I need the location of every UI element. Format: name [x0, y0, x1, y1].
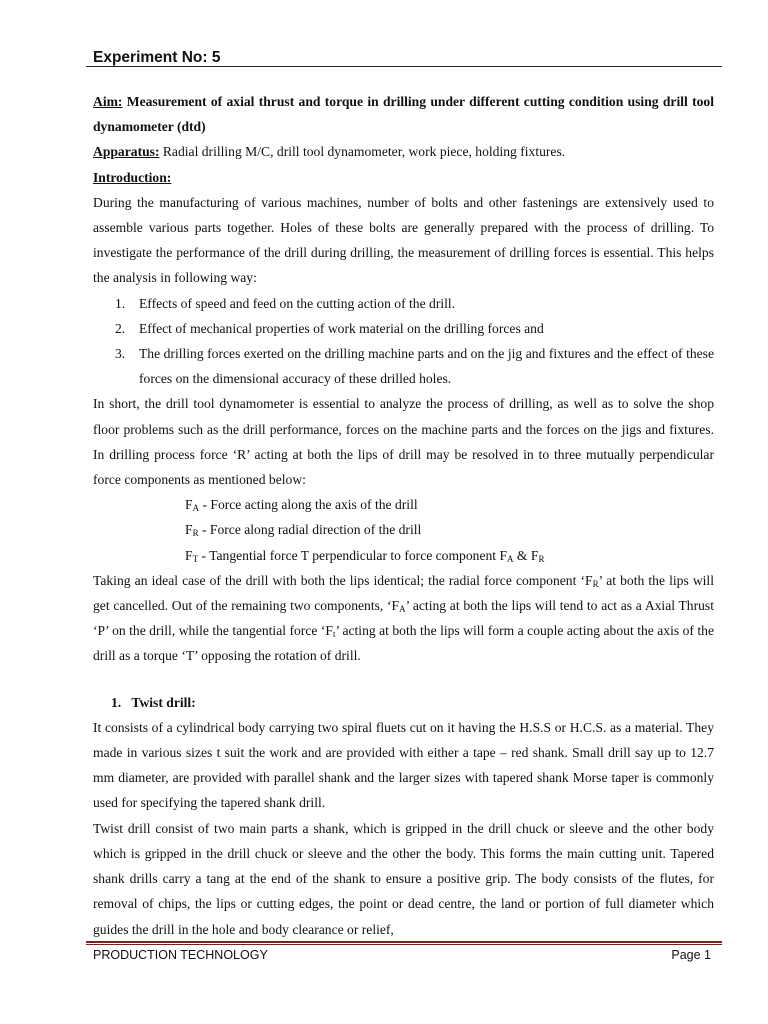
intro-paragraph-2: In short, the drill tool dynamometer is essential to analyze the process of drilling, as well as to solve the shop floor problems such as the drill performance, forces on the machine parts and the forces on the jigs and fixtures. In drilling process force ‘R’ acting at both the lips of drill may be resolved in to three mutually perpendicular force components as mentioned below:: [93, 396, 714, 488]
apparatus-text: Radial drilling M/C, drill tool dynamometer, work piece, holding fixtures.: [159, 144, 566, 160]
apparatus-paragraph: [93, 139, 714, 164]
list-item: 2. Effect of mechanical properties of work material on the drilling forces and: [115, 320, 544, 336]
list-item: 3. The drilling forces exerted on the drilling machine parts and on the jig and fixtures and the effect of these forces on the dimensional accuracy of these drilled holes.: [115, 346, 714, 387]
footer-rule: [86, 941, 722, 943]
aim-label: Aim:: [93, 94, 123, 109]
experiment-title: Experiment No: 5: [93, 49, 221, 66]
apparatus-label: Apparatus:: [93, 144, 160, 160]
introduction-heading: Introduction:: [93, 169, 172, 185]
force-fa: $F_A$ - Force acting along the axis of the drill: [185, 497, 418, 514]
effects-list: [93, 291, 714, 392]
twist-drill-paragraph-2: Twist drill consist of two main parts a shank, which is gripped in the drill chuck or sleeve and the other body which is gripped in the drill chuck or sleeve and the other the body. This forms the main cutting unit. Tapered shank drills carry a tang at the end of the shank to ensure a positive grip. The body consists of the flutes, for removal of chips, the lips or cutting edges, the point or dead centre, the land or portion of full diameter which guides the drill in the hole and body clearance or relief,: [93, 820, 714, 937]
force-fr: $F_R$ - Force along radial direction of the drill: [185, 522, 422, 539]
twist-drill-heading: 1. Twist drill:: [111, 694, 196, 710]
page-number: Page 1: [671, 948, 711, 962]
force-components-list: [93, 492, 714, 568]
list-item: 1. Effects of speed and feed on the cutting action of the drill.: [115, 295, 456, 311]
footer-rule-thin: [86, 944, 722, 945]
twist-drill-paragraph-1: It consists of a cylindrical body carrying two spiral fluets cut on it having the H.S.S or H.C.S. as a material. They made in various sizes t suit the work and are provided with either a tape – red shank. Small drill say up to 12.7 mm diameter, are provided with parallel shank and the larger sizes with tapered shank Morse taper is commonly used for specifying the tapered shank drill.: [93, 719, 714, 811]
intro-paragraph-3: Taking an ideal case of the drill with both the lips identical; the radial force component ‘$F_R$’ at both the lips will get cancelled. Out of the remaining two components, ‘$F_A$’ acting at both the lips will tend to act as a Axial Thrust ‘P’ on the drill, while the tangential force ‘$F_t$’ acting at both the lips will form a couple acting about the axis of the drill as a torque ‘T’ opposing the rotation of drill.: [93, 572, 715, 664]
force-ft: $F_T$ - Tangential force T perpendicular to force component $F_A$ & $F_R$: [185, 547, 545, 564]
header-rule: [86, 66, 722, 67]
page-body: [93, 89, 714, 942]
intro-paragraph-1: During the manufacturing of various machines, number of bolts and other fastenings are extensively used to assemble various parts together. Holes of these bolts are generally prepared with the process of drilling. To investigate the performance of the drill during drilling, the measurement of drilling forces is essential. This helps the analysis in following way:: [93, 194, 714, 286]
aim-paragraph: [93, 89, 714, 139]
aim-text: Measurement of axial thrust and torque in drilling under different cutting condition using drill tool dynamometer (dtd): [93, 94, 714, 135]
footer-course-name: PRODUCTION TECHNOLOGY: [93, 948, 268, 962]
